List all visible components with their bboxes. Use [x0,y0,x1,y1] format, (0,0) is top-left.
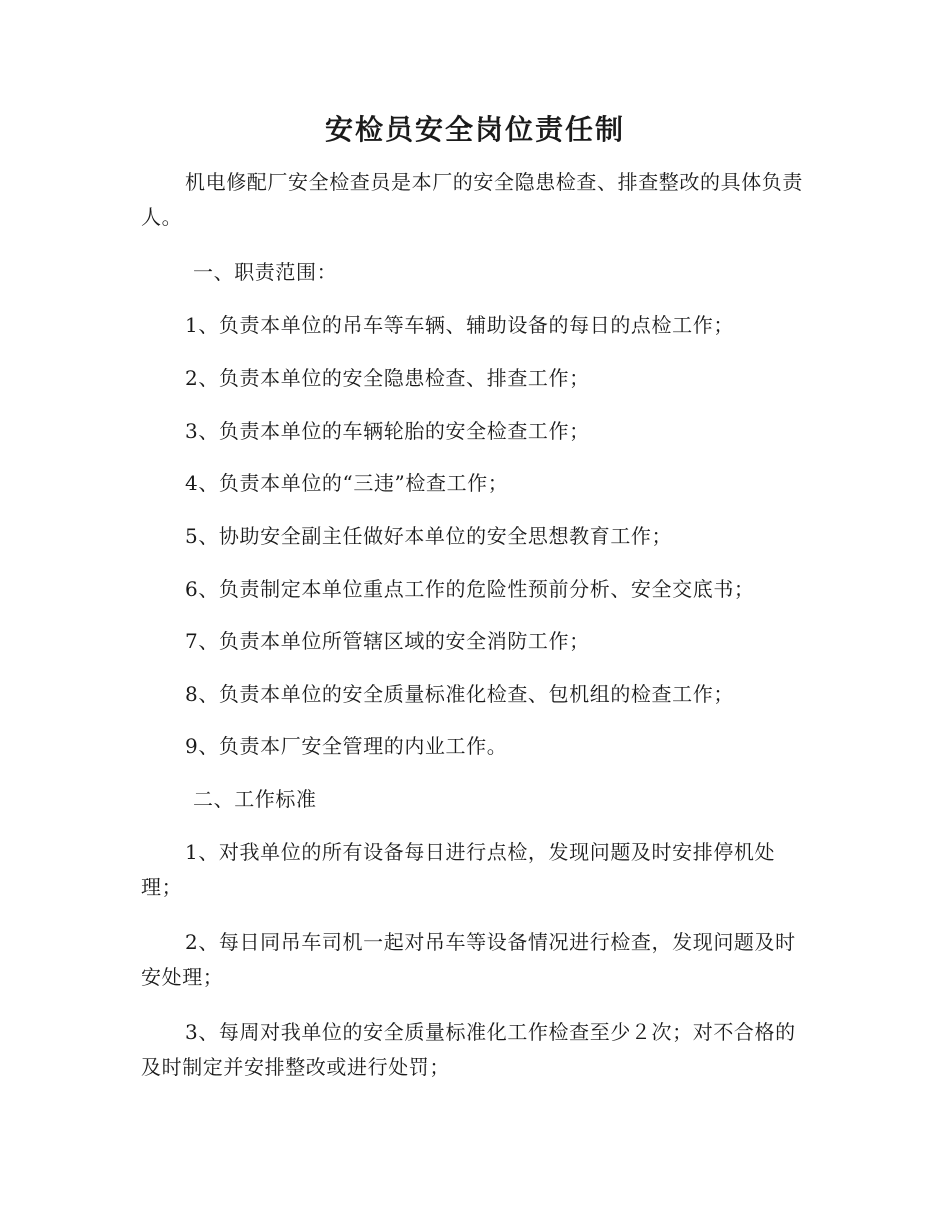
section1-item-9: 9、负责本厂安全管理的内业工作。 [185,734,508,758]
section1-item-8: 8、负责本单位的安全质量标准化检查、包机组的检查工作； [185,682,734,706]
section2-item-3: 3、每周对我单位的安全质量标准化工作检查至少２次；对不合格的及时制定并安排整改或进行处罚； [141,1020,796,1079]
section1-item-2: 2、负责本单位的安全隐患检查、排查工作； [185,366,590,390]
section1-item-7: 7、负责本单位所管辖区域的安全消防工作； [185,629,590,653]
section1-item-5: 5、协助安全副主任做好本单位的安全思想教育工作； [185,524,673,548]
section2-heading: 二、工作标准 [193,787,317,811]
section1-heading: 一、职责范围： [193,260,338,284]
section1-item-1: 1、负责本单位的吊车等车辆、辅助设备的每日的点检工作； [185,313,734,337]
document-title: 安检员安全岗位责任制 [324,113,625,146]
section1-item-4: 4、负责本单位的“三违”检查工作； [185,471,509,495]
section2-item-2: 2、每日同吊车司机一起对吊车等设备情况进行检查，发现问题及时安处理； [141,930,796,989]
intro-paragraph: 机电修配厂安全检查员是本厂的安全隐患检查、排查整改的具体负责人。 [141,170,803,229]
section1-item-6: 6、负责制定本单位重点工作的危险性预前分析、安全交底书； [185,577,755,601]
section1-item-3: 3、负责本单位的车辆轮胎的安全检查工作； [185,419,590,443]
section2-item-1: 1、对我单位的所有设备每日进行点检，发现问题及时安排停机处理； [141,840,776,899]
